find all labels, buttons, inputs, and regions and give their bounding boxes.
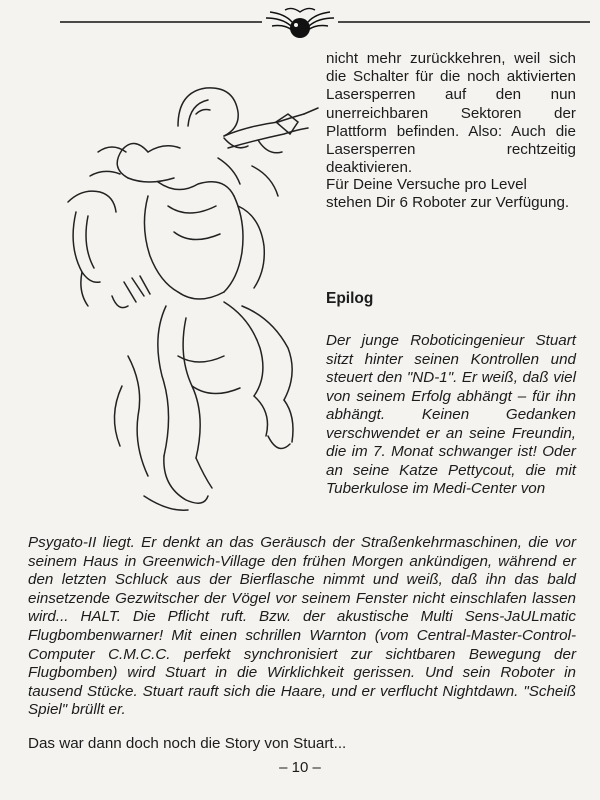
page-number: – 10 – xyxy=(279,759,321,776)
paragraph-versuche: Für Deine Versuche pro Level stehen Dir 6 Roboter zur Verfügung. xyxy=(326,176,570,212)
header-ornament xyxy=(0,0,600,48)
closing-line: Das war dann doch noch die Story von Stuart... xyxy=(28,735,347,752)
epilog-paragraph-full: Psygato-II liegt. Er denkt an das Geräusch der Straßenkehrmaschinen, die vor seinem Haus in Greenwich-Village den frühen Morgen ankündigen, während er den letzten Schluck aus der Bierflasche nimmt und weiß, daß ihn das bald einsetzende Gezwitscher der Vögel vor seinem Fenster nicht einschlafen lassen wird... HALT. Die Pflicht ruft. Bzw. der akustische Multi Sens-JaULmatic Flugbombenwarner! Mit einen schrillen Warnton (vom Central-Master-Control-Computer C.M.C.C. perfekt synchronisiert zur sichtbaren Bewegung der Flugbomben) wird Stuart in die Wirklichkeit gerissen. Und sein Roboter in tausend Stücke. Stuart rauft sich die Haare, und er verflucht Nightdawn. "Scheiß Spiel" brüllt er. xyxy=(28,534,576,719)
robot-illustration xyxy=(28,56,328,516)
epilog-paragraph-right: Der junge Roboticingenieur Stuart sitzt hinter seinen Kontrollen und steuert den "ND-1". Er weiß, daß viel von seinem Erfolg abhängt – für ihn abhängt. Keinen Gedanken verschwendet er an seine Freundin, die im 7. Monat schwanger ist! Oder an seine Katze Pettycout, die mit Tuberkulose im Medi-Center von xyxy=(326,332,576,497)
paragraph-lasersperren: nicht mehr zurückkehren, weil sich die Schalter für die noch aktivierten Lasersperren auf den nun unerreichbaren Sektoren der Plattform befinden. Also: Auch die Lasersperren rechtzeitig deaktivieren. xyxy=(326,50,576,177)
section-heading-epilog: Epilog xyxy=(326,290,374,307)
